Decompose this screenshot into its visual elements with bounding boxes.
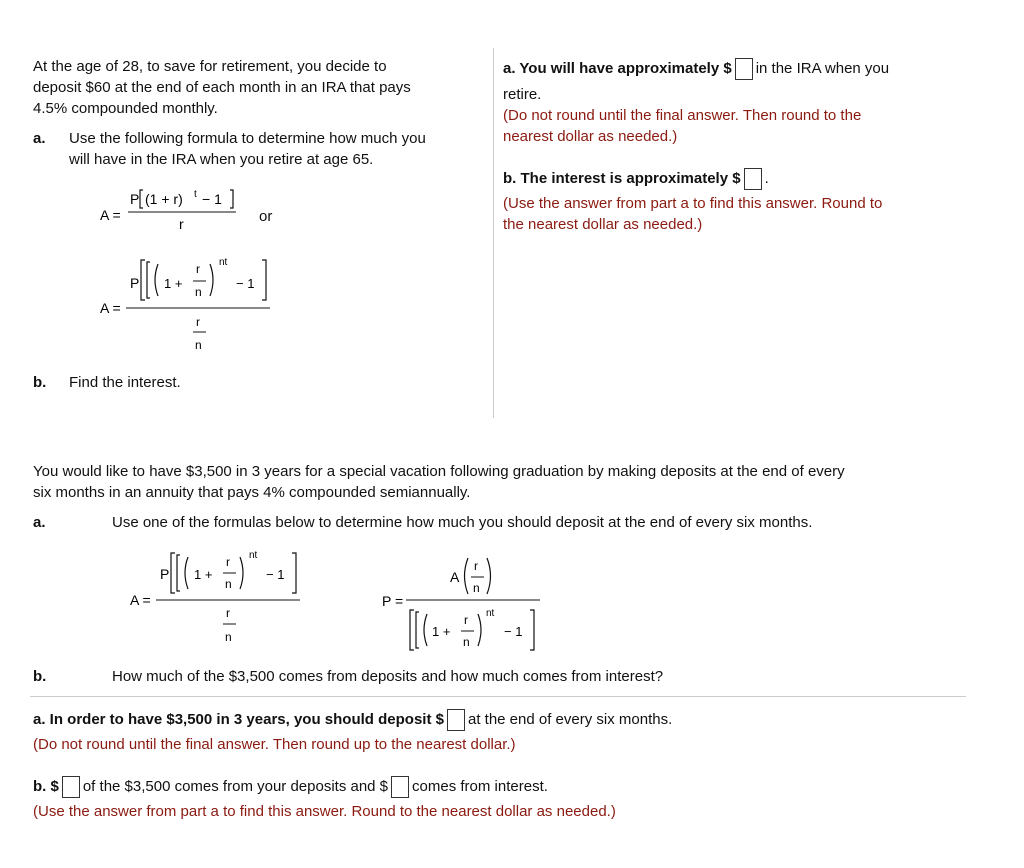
problem1-intro-line3: 4.5% compounded monthly. (33, 100, 218, 117)
formula-a-eq: A = (100, 300, 121, 316)
answer-a-hint-line2: nearest dollar as needed.) (503, 128, 678, 145)
formula-minus-one: − 1 (504, 624, 523, 639)
left-bracket-icon (416, 612, 419, 648)
formula-a: A (450, 569, 460, 585)
column-divider (493, 48, 494, 418)
left-bracket-icon (147, 262, 150, 298)
left-bracket-icon (171, 553, 175, 593)
formula-one-plus: 1 + (194, 567, 213, 582)
right-bracket-icon (230, 190, 233, 208)
formula-one-plus: 1 + (164, 276, 183, 291)
deposits-amount-input[interactable] (62, 776, 80, 798)
formula-frac-n: n (463, 635, 470, 649)
interest-amount-input[interactable] (391, 776, 409, 798)
formula-frac-r: r (196, 262, 200, 276)
answer-a-hint-line1: (Do not round until the final answer. Then round to the (503, 107, 862, 124)
formula-exponent-nt: nt (249, 550, 258, 561)
problem1-answer-a (503, 58, 943, 80)
problem2-answer-b (33, 776, 548, 798)
section-divider (30, 696, 966, 697)
right-paren-icon (478, 614, 481, 646)
problem2-intro-line1: You would like to have $3,500 in 3 years for a special vacation following graduation by making deposits at the end of every (33, 463, 845, 480)
right-bracket-icon (262, 260, 266, 300)
formula-denom-n: n (225, 630, 232, 644)
formula-sinking-fund (370, 550, 560, 660)
formula-exponent-t: t (194, 189, 197, 200)
deposit-input[interactable] (447, 709, 465, 731)
problem1-intro-line1: At the age of 28, to save for retirement, you decide to (33, 58, 387, 75)
problem2-intro-line2: six months in an annuity that pays 4% compounded semiannually. (33, 484, 471, 501)
problem1-part-a-label: a. (33, 130, 46, 147)
answer-b-prefix: b. The interest is approximately $ (503, 170, 741, 187)
problem2-answer-a-hint: (Do not round until the final answer. Then round up to the nearest dollar.) (33, 736, 516, 753)
answer-a-input[interactable] (735, 58, 753, 80)
formula-minus-one: − 1 (236, 276, 255, 291)
formula-frac-n: n (225, 577, 232, 591)
answer-a-prefix: a. You will have approximately $ (503, 60, 732, 77)
problem2-intro (33, 461, 845, 503)
formula-frac-r: r (474, 559, 478, 573)
formula-one-plus-r: (1 + r) (145, 191, 183, 207)
formula-exponent-nt: nt (486, 608, 495, 619)
formula-denom-r: r (196, 315, 200, 329)
formula-p-eq: P = (382, 593, 404, 609)
left-paren-icon (185, 557, 188, 589)
formula-denom-r: r (226, 606, 230, 620)
formula-p: P (160, 566, 170, 582)
formula-future-value (120, 545, 320, 655)
formula-frac-n: n (473, 581, 480, 595)
or-label: or (259, 208, 273, 225)
problem1-intro (33, 56, 411, 119)
problem1-part-b-text: Find the interest. (69, 374, 181, 391)
formula-frac-n: n (195, 285, 202, 299)
left-bracket-icon (410, 610, 414, 650)
answer-b-hint-line1: (Use the answer from part a to find this answer. Round to (503, 195, 883, 212)
formula-minus-one: − 1 (202, 191, 222, 207)
formula-p: P (130, 191, 140, 207)
formula-minus-one: − 1 (266, 567, 285, 582)
problem2-part-b-label: b. (33, 668, 47, 685)
answer-b-mid: of the $3,500 comes from your deposits and $ (82, 778, 389, 795)
problem2-part-a-label: a. (33, 514, 46, 531)
formula-one-plus: 1 + (432, 624, 451, 639)
answer-b-suffix: comes from interest. (412, 778, 548, 795)
problem2-part-b-text: How much of the $3,500 comes from deposits and how much comes from interest? (112, 668, 664, 685)
formula-annuity-full (90, 250, 290, 360)
formula-a-eq: A = (130, 592, 151, 608)
problem1-intro-line2: deposit $60 at the end of each month in an IRA that pays (33, 79, 411, 96)
right-bracket-icon (530, 610, 534, 650)
problem2-part-a-text: Use one of the formulas below to determine how much you should deposit at the end of every six months. (112, 514, 813, 531)
answer-b-input[interactable] (744, 168, 762, 190)
answer-b-suffix: . (764, 170, 769, 187)
problem1-part-a-text (69, 128, 426, 170)
left-paren-icon (155, 264, 158, 296)
left-bracket-icon (141, 260, 145, 300)
problem1-part-b-label: b. (33, 374, 47, 391)
problem1-part-a-line2: will have in the IRA when you retire at age 65. (69, 151, 374, 168)
problem2-answer-b-hint: (Use the answer from part a to find this answer. Round to the nearest dollar as needed.) (33, 803, 616, 820)
formula-frac-r: r (464, 613, 468, 627)
left-paren-icon (465, 558, 469, 594)
formula-frac-r: r (226, 555, 230, 569)
problem1-part-a-line1: Use the following formula to determine how much you (69, 130, 426, 147)
formula-p: P (130, 275, 140, 291)
right-paren-icon (240, 557, 243, 589)
answer-a-suffix: at the end of every six months. (467, 711, 673, 728)
answer-b-hint-line2: the nearest dollar as needed.) (503, 216, 703, 233)
right-paren-icon (487, 558, 491, 594)
answer-b-hint (503, 193, 882, 235)
formula-a-eq: A = (100, 207, 121, 223)
problem1-answer-b (503, 168, 769, 190)
answer-a-hint (503, 105, 861, 147)
left-paren-icon (424, 614, 427, 646)
right-bracket-icon (292, 553, 296, 593)
problem2-answer-a (33, 709, 672, 731)
right-paren-icon (210, 264, 213, 296)
formula-denominator-r: r (179, 216, 184, 232)
formula-exponent-nt: nt (219, 257, 228, 268)
left-bracket-icon (140, 190, 143, 208)
answer-a-prefix: a. In order to have $3,500 in 3 years, you should deposit $ (33, 711, 444, 728)
answer-b-prefix: b. $ (33, 778, 59, 795)
left-bracket-icon (177, 555, 180, 591)
answer-a-suffix: in the IRA when you (755, 60, 890, 77)
answer-a-suffix2: retire. (503, 86, 542, 103)
formula-denom-n: n (195, 338, 202, 352)
